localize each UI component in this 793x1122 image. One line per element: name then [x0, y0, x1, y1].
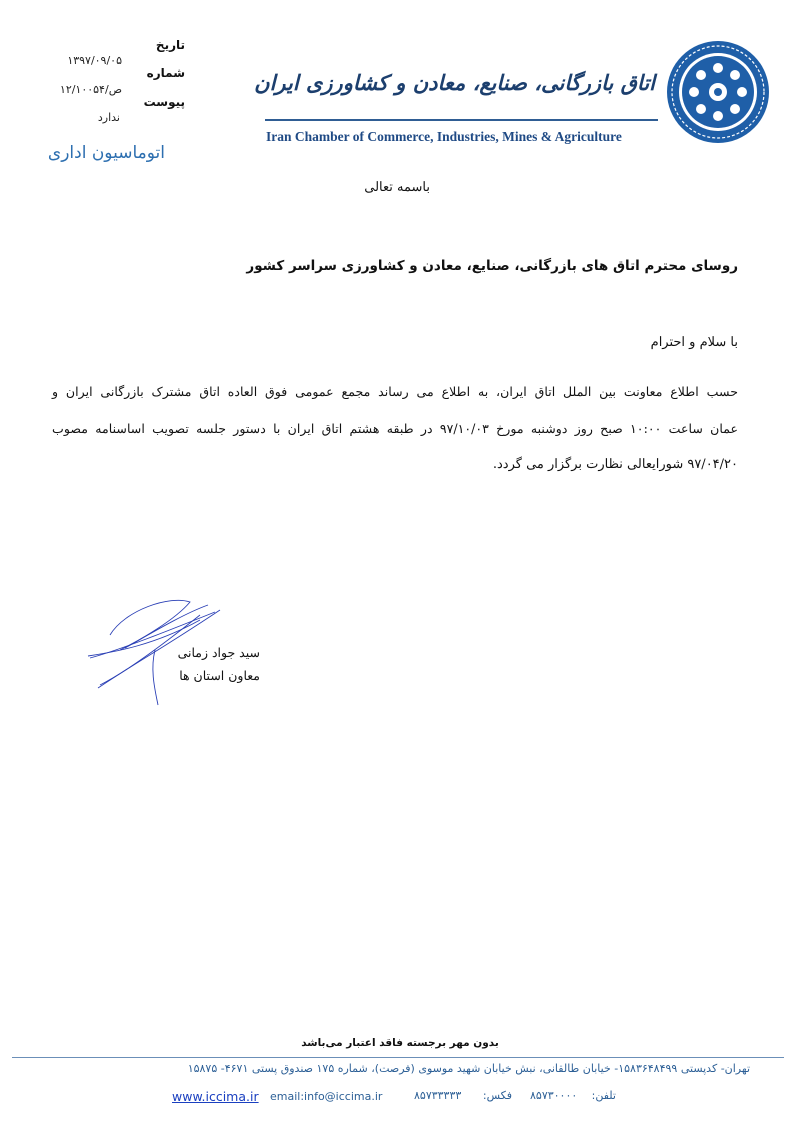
body-line-1: حسب اطلاع معاونت بین الملل اتاق ایران، به اطلاع می رساند مجمع عمومی فوق العاده اتاق مشترک بازرگانی ایران و	[52, 384, 738, 399]
fax-value: ۸۵۷۳۳۳۳۳	[414, 1089, 462, 1102]
number-value: ۱۲/۱۰۰۵۴/ص	[59, 83, 122, 96]
letter-greeting: با سلام و احترام	[650, 335, 738, 350]
website-link[interactable]: www.iccima.ir	[172, 1089, 259, 1104]
phone-label: تلفن:	[591, 1089, 616, 1102]
letter-invocation: باسمه تعالی	[364, 180, 430, 195]
footer-divider	[12, 1057, 784, 1058]
body-line-2: عمان ساعت ۱۰:۰۰ صبح روز دوشنبه مورخ ۹۷/۱۰/۰۳ در طبقه هشتم اتاق ایران با دستور جلسه تصویب اساسنامه مصوب	[52, 421, 738, 436]
attachment-label: پیوست	[143, 95, 185, 109]
footer-address: تهران- کدپستی ۱۵۸۳۶۴۸۴۹۹- خیابان طالقانی، نبش خیابان شهید موسوی (فرصت)، شماره ۱۷۵ صندوق پستی ۴۶۷۱- ۱۵۸۷۵	[187, 1062, 750, 1075]
org-name-en: Iran Chamber of Commerce, Industries, Mines & Agriculture	[266, 129, 622, 144]
letter-recipient: روسای محترم اتاق های بازرگانی، صنایع، معادن و کشاورزی سراسر کشور	[246, 258, 738, 274]
body-line-3: ۹۷/۰۴/۲۰ شورایعالی نظارت برگزار می گردد.	[492, 457, 738, 472]
signatory-name: سید جواد زمانی	[177, 645, 260, 660]
automation-label: اتوماسیون اداری	[47, 143, 165, 163]
date-label: تاریخ	[155, 38, 185, 52]
email-address[interactable]: email:info@iccima.ir	[270, 1090, 383, 1103]
stamp-note: بدون مهر برجسته فاقد اعتبار می‌باشد	[301, 1037, 499, 1049]
number-label: شماره	[146, 66, 185, 80]
iccima-logo-icon	[664, 38, 772, 146]
attachment-value: ندارد	[97, 111, 120, 124]
header-divider	[265, 119, 658, 121]
signatory-position: معاون استان ها	[179, 668, 260, 683]
org-name-fa: اتاق بازرگانی، صنایع، معادن و کشاورزی ایران	[254, 70, 655, 95]
date-value: ۱۳۹۷/۰۹/۰۵	[67, 54, 122, 67]
fax-label: فکس:	[482, 1089, 512, 1102]
phone-value: ۸۵۷۳۰۰۰۰	[530, 1089, 578, 1102]
